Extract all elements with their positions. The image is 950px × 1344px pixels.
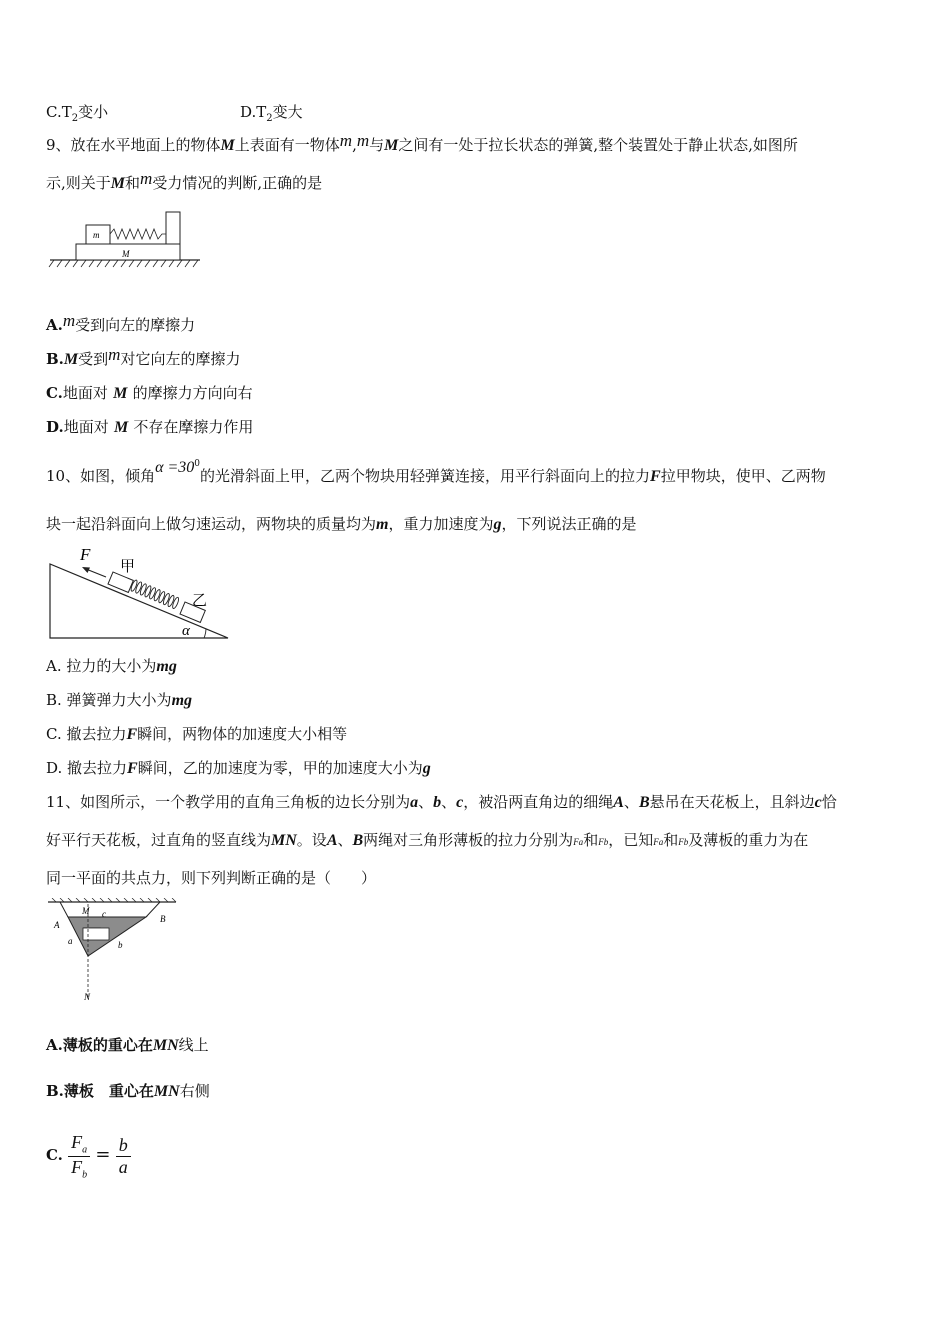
q11-fig-label-N: N xyxy=(84,992,91,1002)
q11-fig-label-B: B xyxy=(160,914,166,924)
q9-option-b: B.M受到m对它向左的摩擦力 xyxy=(46,345,241,368)
q8-option-c: $C.T_2$变小 xyxy=(46,103,109,124)
q8-option-d: $D.T_2$变大 xyxy=(240,103,303,124)
q11-fig-label-a: a xyxy=(68,936,73,946)
q9-fig-label-M: M xyxy=(122,249,130,259)
q11-option-a: A.薄板的重心在MN线上 xyxy=(46,1036,209,1054)
q11-triangle-figure xyxy=(46,898,182,1006)
q10-fig-label-yi: 乙 xyxy=(192,591,208,609)
q9-option-c: C.地面对 M 的摩擦力方向向右 xyxy=(46,384,253,402)
q10-option-b: B. 弹簧弹力大小为mg xyxy=(46,691,193,709)
q10-fig-label-jia: 甲 xyxy=(120,557,136,575)
q11-option-c: C. $\frac{F_a}{F_b}$ = $\frac{b}{a}$ xyxy=(46,1132,131,1180)
q11-fig-label-c: c xyxy=(102,909,106,919)
q11-fig-label-M: M xyxy=(82,906,90,916)
q10-option-d: D. 撤去拉力F瞬间，乙的加速度为零，甲的加速度大小为g xyxy=(46,759,431,777)
q10-option-a: A. 拉力的大小为mg xyxy=(46,657,177,675)
q11-fraction-right: $\frac{b}{a}$ xyxy=(116,1135,131,1178)
q11-stem-line3: 同一平面的共点力，则下列判断正确的是（ ） xyxy=(46,869,377,887)
q9-stem-line2: 示,则关于M和m受力情况的判断,正确的是 xyxy=(46,169,323,192)
q10-option-c: C. 撤去拉力F瞬间，两物体的加速度大小相等 xyxy=(46,725,348,743)
q11-fig-label-b: b xyxy=(118,940,123,950)
q11-fig-label-A: A xyxy=(54,920,60,930)
q10-incline-figure xyxy=(46,544,232,644)
q9-stem-line1: 9、放在水平地面上的物体M上表面有一物体m,m与M之间有一处于拉长状态的弹簧,整个装置处于静止状态,如图所 xyxy=(46,131,798,154)
q10-stem-line2: 块一起沿斜面向上做匀速运动，两物块的质量均为m，重力加速度为g，下列说法正确的是 xyxy=(46,515,637,533)
q11-option-b: B.薄板 重心在MN右侧 xyxy=(46,1082,210,1100)
q11-fraction-left: $\frac{F_a}{F_b}$ xyxy=(68,1132,90,1180)
q10-fig-force-label: F xyxy=(80,545,91,564)
q9-fig-label-m: m xyxy=(93,230,100,240)
q11-stem-line2: 好平行天花板，过直角的竖直线为MN。设A、B两绳对三角形薄板的拉力分别为Fa和Fb，已知Fa和Fb及薄板的重力为在 xyxy=(46,831,809,849)
q11-stem-line1: 11、如图所示，一个教学用的直角三角板的边长分别为a、b、c，被沿两直角边的细绳A、B悬吊在天花板上，且斜边c恰 xyxy=(46,793,837,811)
q10-stem-line1: 10、如图，倾角$\alpha =30^0$的光滑斜面上甲，乙两个物块用轻弹簧连接，用平行斜面向上的拉力F拉甲物块，使甲、乙两物 xyxy=(46,459,826,485)
q9-option-d: D.地面对 M 不存在摩擦力作用 xyxy=(46,418,254,436)
q9-spring-block-figure xyxy=(48,208,204,268)
q10-fig-angle-label: α xyxy=(182,623,190,639)
q9-option-a: A.m受到向左的摩擦力 xyxy=(46,311,196,334)
